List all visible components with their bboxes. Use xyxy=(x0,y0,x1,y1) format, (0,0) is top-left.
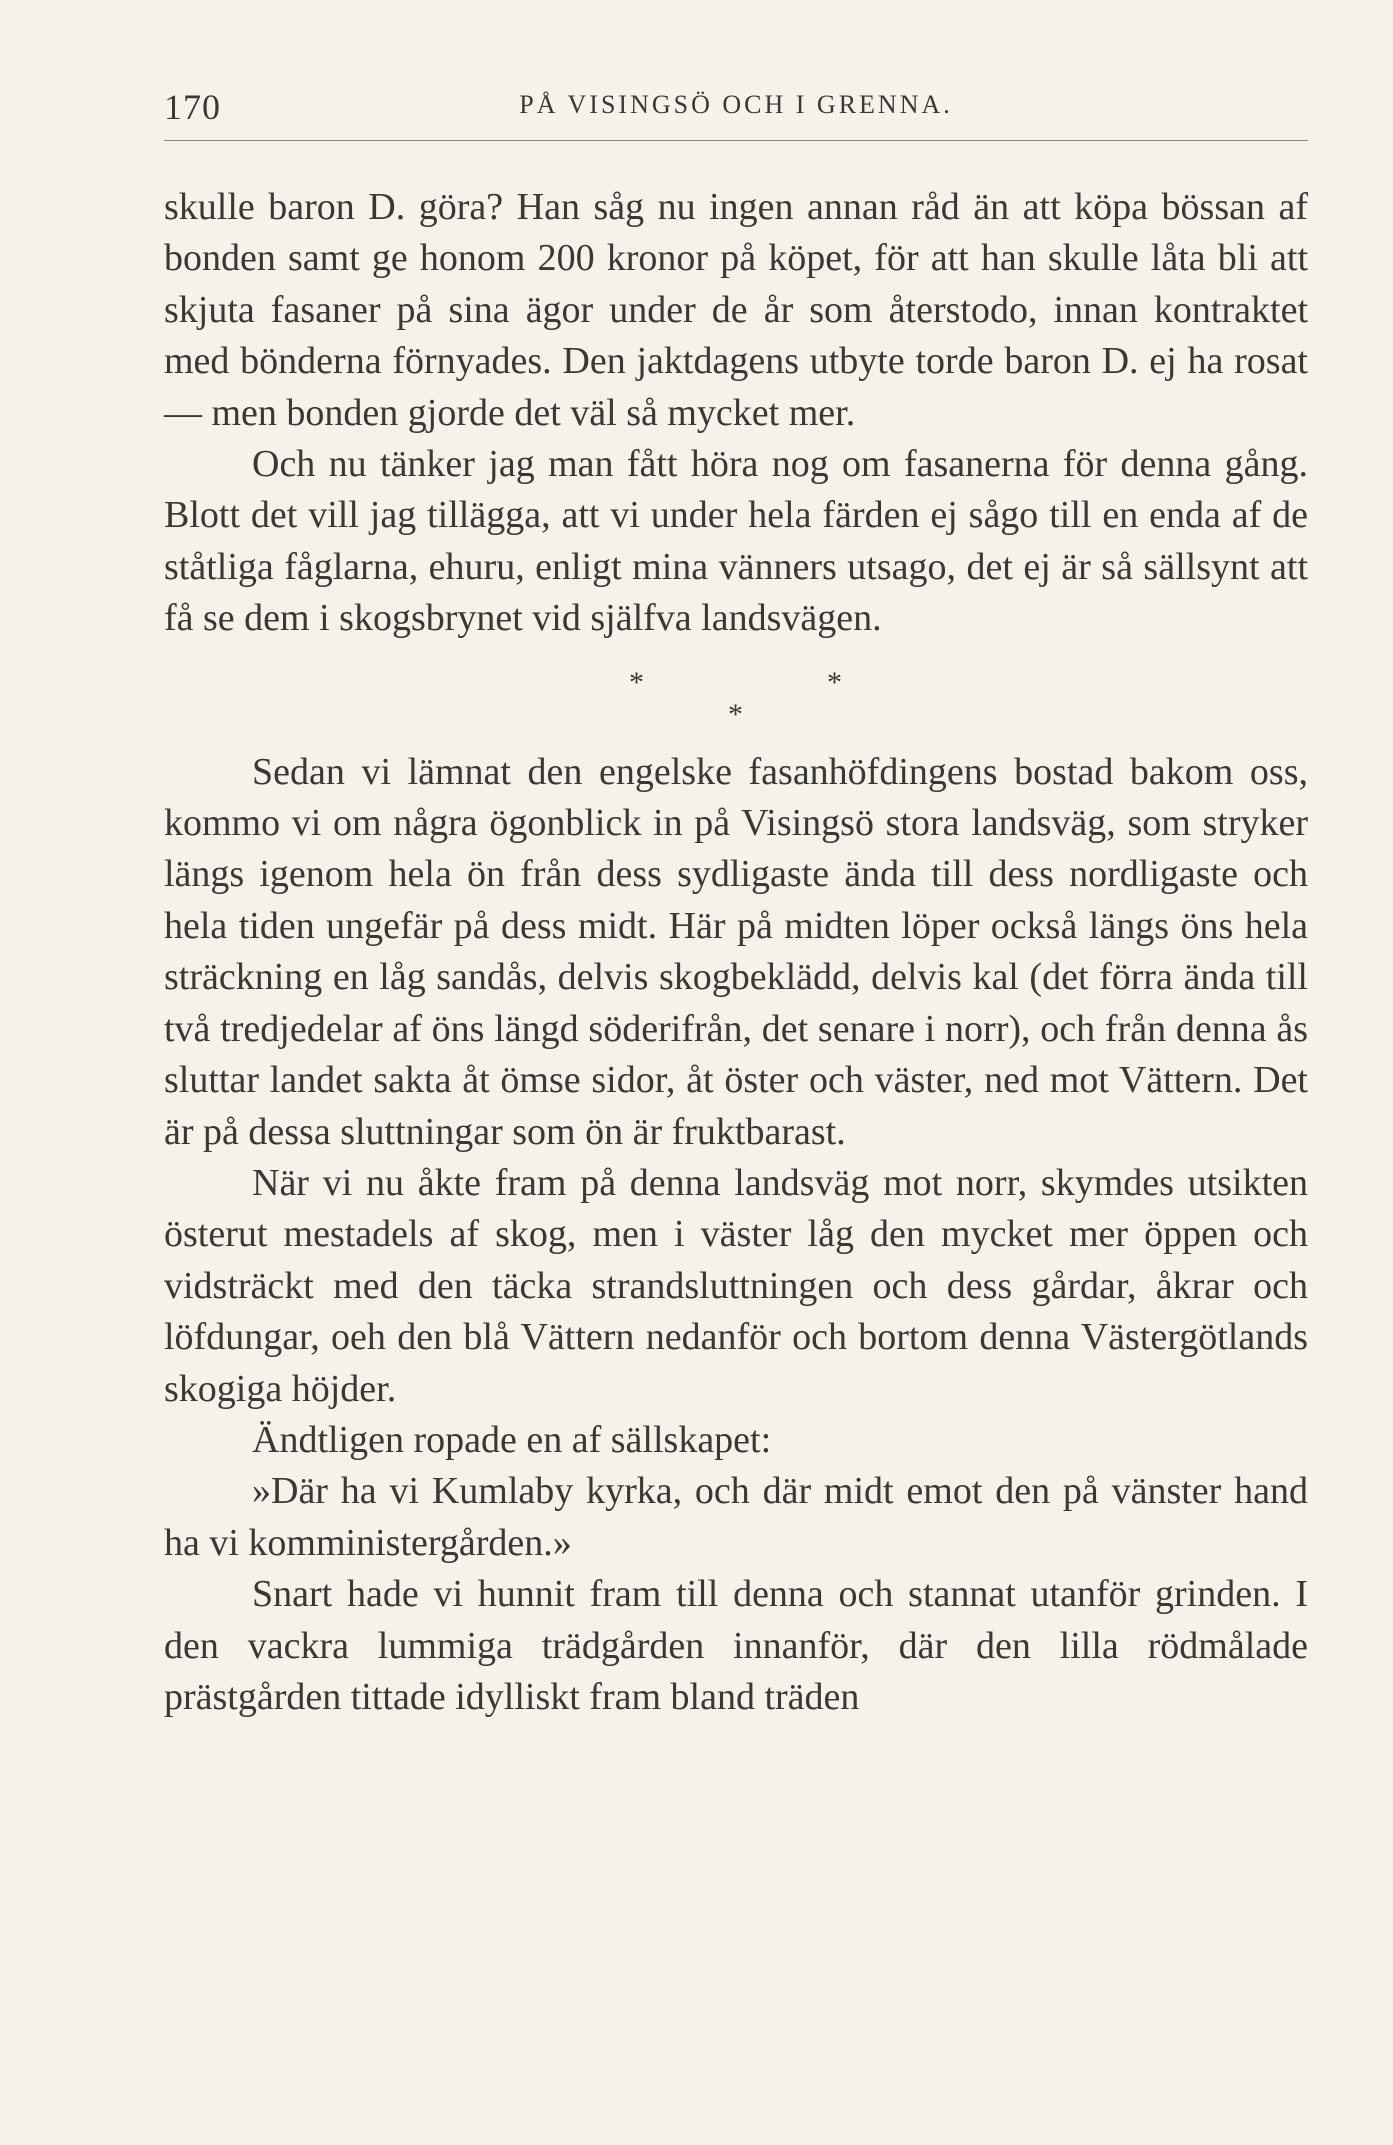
book-page xyxy=(164,78,1308,1718)
paragraph-7: Snart hade vi hunnit fram till denna och stannat utanför grinden. I den vackra lummiga trädgården innanför, där den lilla rödmålade prästgården tittade idylliskt fram bland träden xyxy=(164,1573,1308,1718)
section-break-star: * xyxy=(827,665,842,699)
paragraph-5: Ändtligen ropade en af sällskapet: xyxy=(252,1418,772,1461)
page-header xyxy=(164,78,1308,138)
section-break-star: * xyxy=(629,665,644,699)
paragraph-6: »Där ha vi Kumlaby kyrka, och där midt emot den på vänster hand ha vi komministergården.» xyxy=(164,1470,1308,1564)
paragraph-4: När vi nu åkte fram på denna landsväg mot norr, skymdes utsikten österut mestadels af skog, men i väster låg den mycket mer öppen och vidsträckt med den täcka strandsluttningen och dess gårdar, åkrar och löfdungar, oeh den blå Vättern nedanför och bortom denna Västergötlands skogiga höjder. xyxy=(164,1161,1308,1410)
paragraph-3: Sedan vi lämnat den engelske fasanhöfdingens bostad bakom oss, kommo vi om några ögonblick in på Visingsö stora landsväg, som stryker längs igenom hela ön från dess sydligaste ända till dess nordligaste och hela tiden ungefär på dess midt. Här på midten löper också längs öns hela sträckning en låg sandås, delvis skogbeklädd, delvis kal (det förra ända till två tredjedelar af öns längd söderifrån, det senare i norr), och från denna ås sluttar landet sakta åt ömse sidor, åt öster och väster, ned mot Vättern. Det är på dessa sluttningar som ön är fruktbarast. xyxy=(164,750,1308,1153)
section-break-star: * xyxy=(728,697,743,731)
running-head: PÅ VISINGSÖ OCH I GRENNA. xyxy=(519,90,953,119)
paragraph-2: Och nu tänker jag man fått höra nog om fasanerna för denna gång. Blott det vill jag tillägga, att vi under hela färden ej sågo till en enda af de ståtliga fåglarna, ehuru, enligt mina vänners utsago, det ej är så sällsynt att få se dem i skogsbrynet vid själfva landsvägen. xyxy=(164,443,1308,640)
body-text xyxy=(164,182,1308,1723)
header-rule xyxy=(164,140,1308,141)
paragraph-1: skulle baron D. göra? Han såg nu ingen annan råd än att köpa bössan af bonden samt ge honom 200 kronor på köpet, för att han skulle låta bli att skjuta fasaner på sina ägor under de år som återstodo, innan kontraktet med bönderna förnyades. Den jaktdagens utbyte torde baron D. ej ha rosat — men bonden gjorde det väl så mycket mer. xyxy=(164,186,1308,434)
page-number: 170 xyxy=(164,87,221,127)
section-break xyxy=(164,645,1308,747)
